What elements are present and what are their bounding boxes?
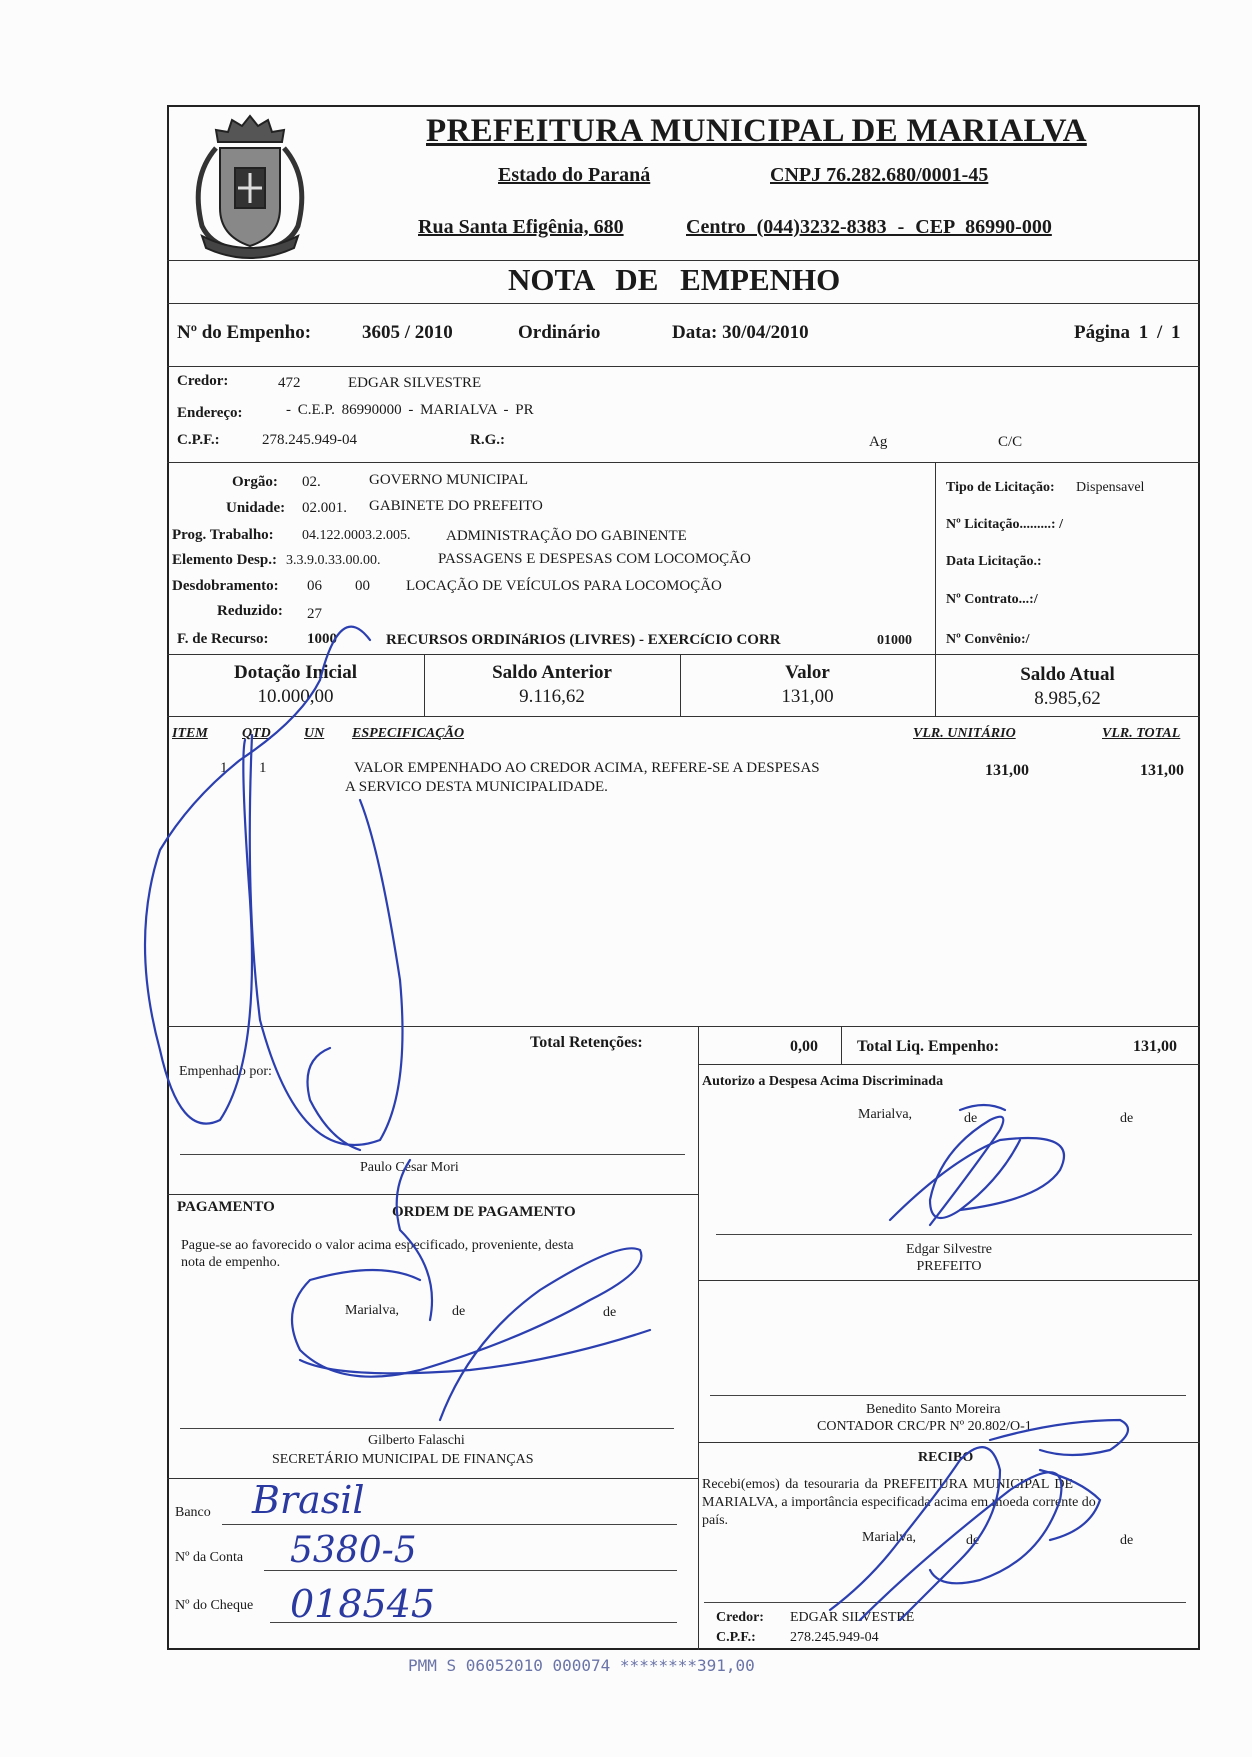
contador-name: Benedito Santo Moreira <box>866 1402 1001 1417</box>
recibo-text-line-2: MARIALVA, a importância especificada acima em moeda corrente do <box>702 1495 1096 1510</box>
spec-col-header: ESPECIFICAÇÃO <box>352 726 465 741</box>
valor-value: 131,00 <box>781 686 834 707</box>
numero-convenio: Nº Convênio:/ <box>946 632 1030 647</box>
pagamento-place: Marialva, <box>345 1303 400 1318</box>
autorizo-de-2: de <box>1120 1111 1134 1126</box>
data-licitacao: Data Licitação.: <box>946 554 1042 569</box>
document-title: NOTA DE EMPENHO <box>508 262 841 297</box>
cnpj-label: CNPJ 76.282.680/0001-45 <box>770 164 989 186</box>
fonte-recurso-label: F. de Recurso: <box>177 631 269 647</box>
prefeito-role: PREFEITO <box>916 1259 982 1274</box>
saldo-atual-label: Saldo Atual <box>1020 664 1115 685</box>
item-qtd: 1 <box>259 760 267 776</box>
un-col-header: UN <box>304 726 325 741</box>
prog-trabalho-value: ADMINISTRAÇÃO DO GABINENTE <box>446 528 687 544</box>
unidade-label: Unidade: <box>226 500 286 516</box>
recibo-cpf-label: C.P.F.: <box>716 1630 756 1645</box>
banco-value: Brasil <box>252 1478 365 1522</box>
rg-label: R.G.: <box>470 432 505 448</box>
autorizo-place: Marialva, <box>858 1107 913 1122</box>
item-spec-line-1: VALOR EMPENHADO AO CREDOR ACIMA, REFERE-SE A DESPESAS <box>354 760 820 776</box>
autorizo-de-1: de <box>964 1111 978 1126</box>
street-label: Rua Santa Efigênia, 680 <box>418 216 624 238</box>
tipo-licitacao-label: Tipo de Licitação: <box>946 480 1055 495</box>
endereco-label: Endereço: <box>177 405 243 421</box>
orgao-value: GOVERNO MUNICIPAL <box>369 472 529 488</box>
item-col-header: ITEM <box>172 726 208 741</box>
valor-label: Valor <box>785 662 830 683</box>
fonte-recurso-code: 1000 <box>307 631 337 647</box>
pagamento-label: PAGAMENTO <box>177 1199 275 1215</box>
empenho-date: Data: 30/04/2010 <box>672 322 809 343</box>
unit-value-col-header: VLR. UNITÁRIO <box>913 726 1016 741</box>
dotacao-value: 10.000,00 <box>257 686 334 707</box>
contador-role: CONTADOR CRC/PR Nº 20.802/O-1 <box>817 1419 1032 1434</box>
fonte-recurso-number: 01000 <box>877 633 912 648</box>
empenhado-por-label: Empenhado por: <box>179 1064 272 1079</box>
total-value-col-header: VLR. TOTAL <box>1102 726 1181 741</box>
unidade-value: GABINETE DO PREFEITO <box>369 498 543 514</box>
unidade-code: 02.001. <box>302 500 347 516</box>
orgao-label: Orgão: <box>232 474 278 490</box>
total-retencoes-label: Total Retenções: <box>530 1034 643 1051</box>
validation-stamp: PMM S 06052010 000074 ********391,00 <box>408 1656 755 1675</box>
recibo-place: Marialva, <box>862 1530 917 1545</box>
prefeito-name: Edgar Silvestre <box>906 1242 992 1257</box>
saldo-atual-value: 8.985,62 <box>1034 688 1101 709</box>
pagamento-text-line-2: nota de empenho. <box>181 1255 281 1270</box>
tipo-licitacao-value: Dispensavel <box>1076 480 1145 495</box>
ordem-pagamento-label: ORDEM DE PAGAMENTO <box>392 1204 576 1220</box>
cheque-value: 018545 <box>290 1582 436 1626</box>
conta-label: Nº da Conta <box>175 1550 244 1565</box>
empenhado-por-name: Paulo César Mori <box>360 1160 459 1175</box>
credor-name: EDGAR SILVESTRE <box>348 375 482 391</box>
recibo-text-line-3: país. <box>702 1513 729 1528</box>
desdobramento-label: Desdobramento: <box>172 578 279 594</box>
total-liquido-label: Total Liq. Empenho: <box>857 1038 1000 1055</box>
recibo-text-line-1: Recebi(emos) da tesouraria da PREFEITURA MUNICIPAL DE <box>702 1477 1074 1492</box>
pagamento-de-2: de <box>603 1305 617 1320</box>
state-label: Estado do Paraná <box>498 164 651 186</box>
autorizo-label: Autorizo a Despesa Acima Discriminada <box>702 1074 944 1089</box>
recibo-cpf-value: 278.245.949-04 <box>790 1630 879 1645</box>
prog-trabalho-label: Prog. Trabalho: <box>172 527 274 543</box>
total-retencoes-value: 0,00 <box>790 1038 818 1055</box>
item-total-value: 131,00 <box>1140 762 1184 779</box>
item-unit-value: 131,00 <box>985 762 1029 779</box>
municipality-title: PREFEITURA MUNICIPAL DE MARIALVA <box>426 113 1087 149</box>
endereco-value: - C.E.P. 86990000 - MARIALVA - PR <box>286 402 534 418</box>
prog-trabalho-code: 04.122.0003.2.005. <box>302 528 411 543</box>
pagamento-text-line-1: Pague-se ao favorecido o valor acima especificado, proveniente, desta <box>181 1238 574 1253</box>
recibo-label: RECIBO <box>918 1450 974 1465</box>
fonte-recurso-value: RECURSOS ORDINáRIOS (LIVRES) - EXERCíCIO CORR <box>386 632 781 648</box>
desdobramento-value: LOCAÇÃO DE VEÍCULOS PARA LOCOMOÇÃO <box>406 578 722 594</box>
item-spec-line-2: A SERVICO DESTA MUNICIPALIDADE. <box>345 779 608 795</box>
numero-contrato: Nº Contrato...:/ <box>946 592 1038 607</box>
agency-label: Ag <box>869 434 888 450</box>
numero-licitacao: Nº Licitação.........: / <box>946 517 1063 532</box>
secretario-name: Gilberto Falaschi <box>368 1433 465 1448</box>
account-label: C/C <box>998 434 1023 450</box>
empenho-number-label: Nº do Empenho: <box>177 322 312 343</box>
item-number: 1 <box>220 760 228 776</box>
recibo-de-2: de <box>1120 1533 1134 1548</box>
recibo-de-1: de <box>966 1533 980 1548</box>
recibo-credor-label: Credor: <box>716 1610 764 1625</box>
elemento-label: Elemento Desp.: <box>172 552 277 568</box>
saldo-anterior-label: Saldo Anterior <box>492 662 612 683</box>
contact-label: Centro (044)3232-8383 - CEP 86990-000 <box>686 216 1052 238</box>
coat-of-arms-icon <box>180 108 320 260</box>
credor-code: 472 <box>278 375 301 391</box>
elemento-value: PASSAGENS E DESPESAS COM LOCOMOÇÃO <box>438 551 751 567</box>
orgao-code: 02. <box>302 474 321 490</box>
empenho-type: Ordinário <box>518 322 601 343</box>
pagamento-de-1: de <box>452 1304 466 1319</box>
secretario-role: SECRETÁRIO MUNICIPAL DE FINANÇAS <box>272 1452 534 1467</box>
conta-value: 5380-5 <box>290 1530 417 1571</box>
desdobramento-a: 06 <box>307 578 322 594</box>
reduzido-value: 27 <box>307 606 322 622</box>
cpf-value: 278.245.949-04 <box>262 432 357 448</box>
recibo-credor-value: EDGAR SILVESTRE <box>790 1610 915 1625</box>
elemento-code: 3.3.9.0.33.00.00. <box>286 553 381 568</box>
credor-label: Credor: <box>177 373 229 389</box>
cpf-label: C.P.F.: <box>177 432 220 448</box>
cheque-label: Nº do Cheque <box>175 1598 254 1613</box>
reduzido-label: Reduzido: <box>217 603 283 619</box>
empenho-number: 3605 / 2010 <box>362 322 453 343</box>
total-liquido-value: 131,00 <box>1133 1038 1177 1055</box>
page-number: Página 1 / 1 <box>1074 322 1181 343</box>
saldo-anterior-value: 9.116,62 <box>519 686 585 707</box>
qtd-col-header: QTD <box>242 726 271 741</box>
desdobramento-b: 00 <box>355 578 370 594</box>
dotacao-label: Dotação Inicial <box>234 662 357 683</box>
banco-label: Banco <box>175 1505 211 1520</box>
